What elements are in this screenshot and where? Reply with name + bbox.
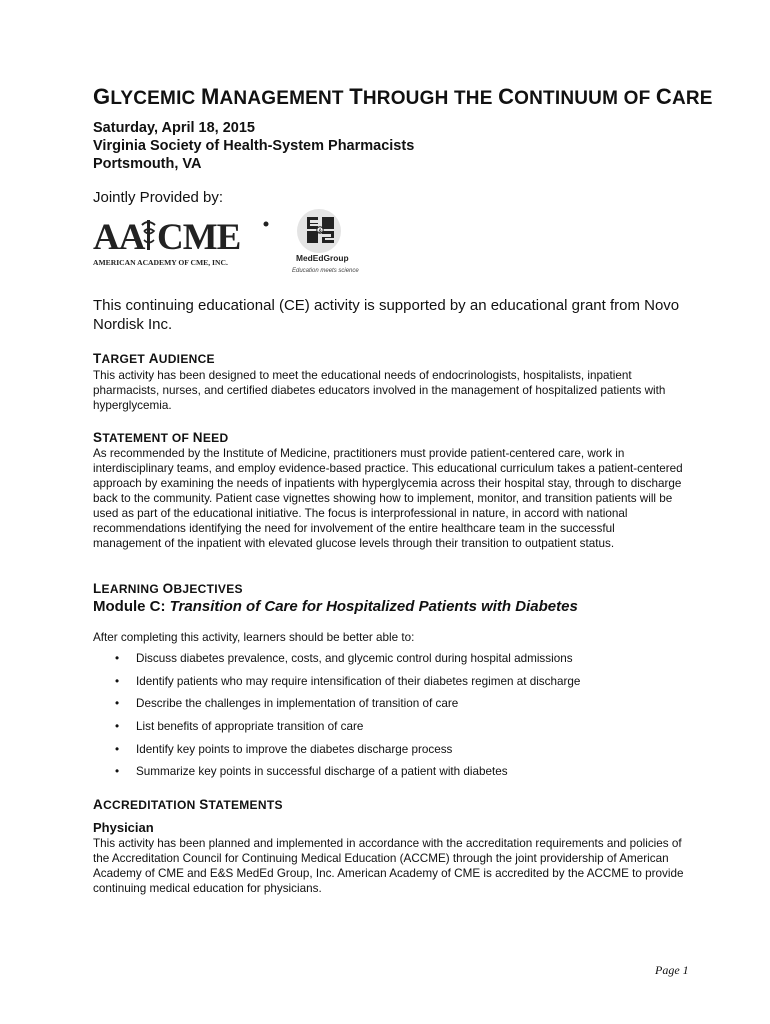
- learning-objectives-heading: LEARNING OBJECTIVES: [93, 581, 243, 596]
- logos-svg: [93, 209, 393, 279]
- objectives-intro: After completing this activity, learners should be better able to:: [93, 631, 415, 644]
- event-organization: Virginia Society of Health-System Pharmacists: [93, 138, 415, 154]
- provider-logos: [93, 209, 393, 279]
- svg-text:&: &: [318, 228, 323, 235]
- document-title: GLYCEMIC MANAGEMENT THROUGH THE CONTINUUM OF CARE: [93, 84, 713, 109]
- svg-text:AA: AA: [93, 217, 145, 258]
- list-item: • Summarize key points in successful discharge of a patient with diabetes: [115, 765, 508, 779]
- jointly-provided-label: Jointly Provided by:: [93, 189, 224, 206]
- list-item: • Identify patients who may require intensification of their diabetes regimen at discharge: [115, 674, 581, 688]
- svg-text:Education meets science: Education meets science: [292, 268, 359, 274]
- page-number: Page 1: [655, 963, 689, 977]
- svg-text:CME: CME: [157, 217, 241, 258]
- objectives-list: [115, 651, 580, 787]
- physician-heading: Physician: [93, 820, 154, 835]
- svg-text:AMERICAN ACADEMY OF CME, INC.: AMERICAN ACADEMY OF CME, INC.: [93, 258, 228, 267]
- support-statement: This continuing educational (CE) activity is supported by an educational grant from Novo Nordisk Inc.: [93, 297, 680, 333]
- module-title: Module C: Transition of Care for Hospitalized Patients with Diabetes: [93, 598, 578, 615]
- aacme-logo: [93, 217, 269, 267]
- svg-text:MedEdGroup: MedEdGroup: [296, 253, 349, 263]
- meded-group-logo: [292, 209, 359, 274]
- statement-of-need-text: As recommended by the Institute of Medicine, practitioners must provide patient-centered care, work in interdisciplinary teams, and employ evidence-based practice. This educational curriculum takes a patient-centered approach by examining the needs of inpatients with hyperglycemia across their hospital stay, through to discharge back to the community. Patient case vignettes showing how to implement, monitor, and transition patients will be used as part of the educational initiative. The focus is interprofessional in nature, in accord with national recommendations identifying the need for involvement of the entire healthcare team in the successful management of the inpatient with elevated glucose levels through their transition to outpatient status.: [93, 447, 683, 550]
- statement-of-need-heading: STATEMENT OF NEED: [93, 430, 229, 445]
- physician-accreditation-text: This activity has been planned and implemented in accordance with the accreditation requirements and policies of the Accreditation Council for Continuing Medical Education (ACCME) through the joint providership of American Academy of CME and E&S MedEd Group, Inc. American Academy of CME is accredited by the ACCME to provide continuing medical education for physicians.: [93, 837, 684, 895]
- event-location: Portsmouth, VA: [93, 156, 202, 172]
- event-details: [93, 119, 414, 173]
- target-audience-text: This activity has been designed to meet the educational needs of endocrinologists, hospitalists, inpatient pharmacists, nurses, and certified diabetes educators involved in the management of hospitalized patients with hyperglycemia.: [93, 369, 666, 412]
- list-item: • Describe the challenges in implementation of transition of care: [115, 697, 459, 711]
- accreditation-heading: ACCREDITATION STATEMENTS: [93, 797, 283, 812]
- list-item: • List benefits of appropriate transition of care: [115, 720, 364, 734]
- target-audience-heading: TARGET AUDIENCE: [93, 351, 215, 366]
- list-item: • Discuss diabetes prevalence, costs, and glycemic control during hospital admissions: [115, 652, 573, 665]
- event-date: Saturday, April 18, 2015: [93, 120, 255, 136]
- list-item: • Identify key points to improve the diabetes discharge process: [115, 742, 453, 756]
